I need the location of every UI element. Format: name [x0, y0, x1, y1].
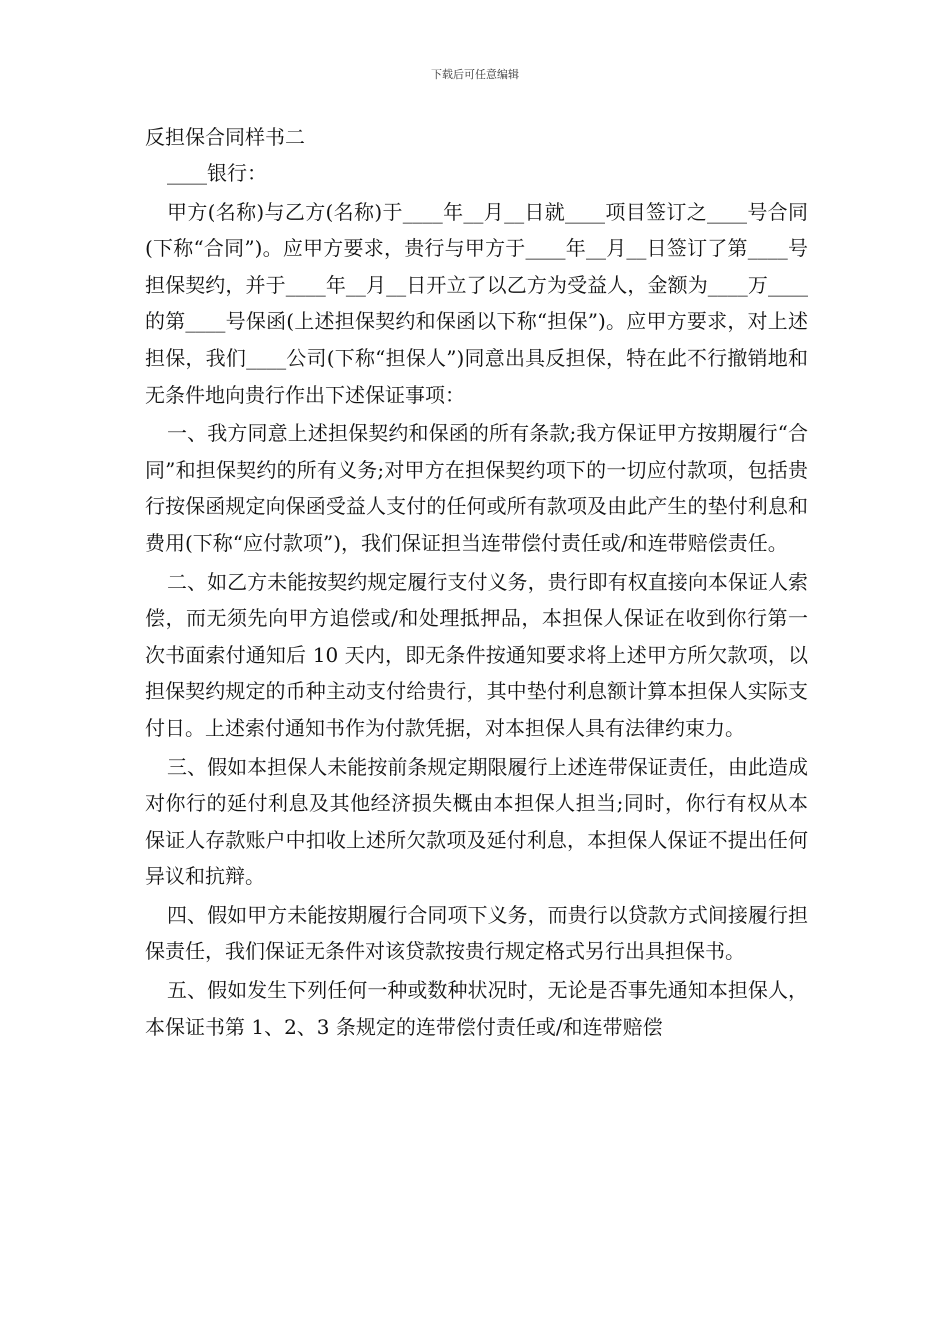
clause-3-paragraph: 三、假如本担保人未能按前条规定期限履行上述连带保证责任，由此造成对你行的延付利息及其他经济损失概由本担保人担当;同时，你行有权从本保证人存款账户中扣收上述所欠款项及延付利息，本担保人保证不提出任何异议和抗辩。 — [145, 754, 808, 889]
document-body — [145, 119, 808, 1045]
clause-5-paragraph: 五、假如发生下列任何一种或数种状况时，无论是否事先通知本担保人，本保证书第 1、2、3 条规定的连带偿付责任或/和连带赔偿 — [145, 978, 808, 1039]
preamble-paragraph: 甲方(名称)与乙方(名称)于____年__月__日就____项目签订之____号合同(下称“合同”)。应甲方要求，贵行与甲方于____年__月__日签订了第____号担保契约，并于____年__月__日开立了以乙方为受益人，金额为____万____的第____号保函(上述担保契约和保函以下称“担保”)。应甲方要求，对上述担保，我们____公司(下称“担保人”)同意出具反担保，特在此不行撤销地和无条件地向贵行作出下述保证事项： — [145, 199, 808, 407]
clause-4-paragraph: 四、假如甲方未能按期履行合同项下义务，而贵行以贷款方式间接履行担保责任，我们保证无条件对该贷款按贵行规定格式另行出具担保书。 — [145, 902, 808, 964]
clause-1-paragraph: 一、我方同意上述担保契约和保函的所有条款;我方保证甲方按期履行“合同”和担保契约的所有义务;对甲方在担保契约项下的一切应付款项，包括贵行按保函规定向保函受益人支付的任何或所有款项及由此产生的垫付利息和费用(下称“应付款项”)，我们保证担当连带偿付责任或/和连带赔偿责任。 — [145, 421, 808, 555]
document-title: 反担保合同样书二 — [145, 125, 305, 149]
clause-2-paragraph: 二、如乙方未能按契约规定履行支付义务，贵行即有权直接向本保证人索偿，而无须先向甲方追偿或/和处理抵押品，本担保人保证在收到你行第一次书面索付通知后 10 天内，即无条件按通知要求将上述甲方所欠款项，以担保契约规定的币种主动支付给贵行，其中垫付利息额计算本担保人实际支付日。上述索付通知书作为付款凭据，对本担保人具有法律约束力。 — [145, 569, 808, 740]
addressee-line: ____银行： — [167, 161, 267, 185]
page-header-note: 下载后可任意编辑 — [431, 68, 519, 81]
